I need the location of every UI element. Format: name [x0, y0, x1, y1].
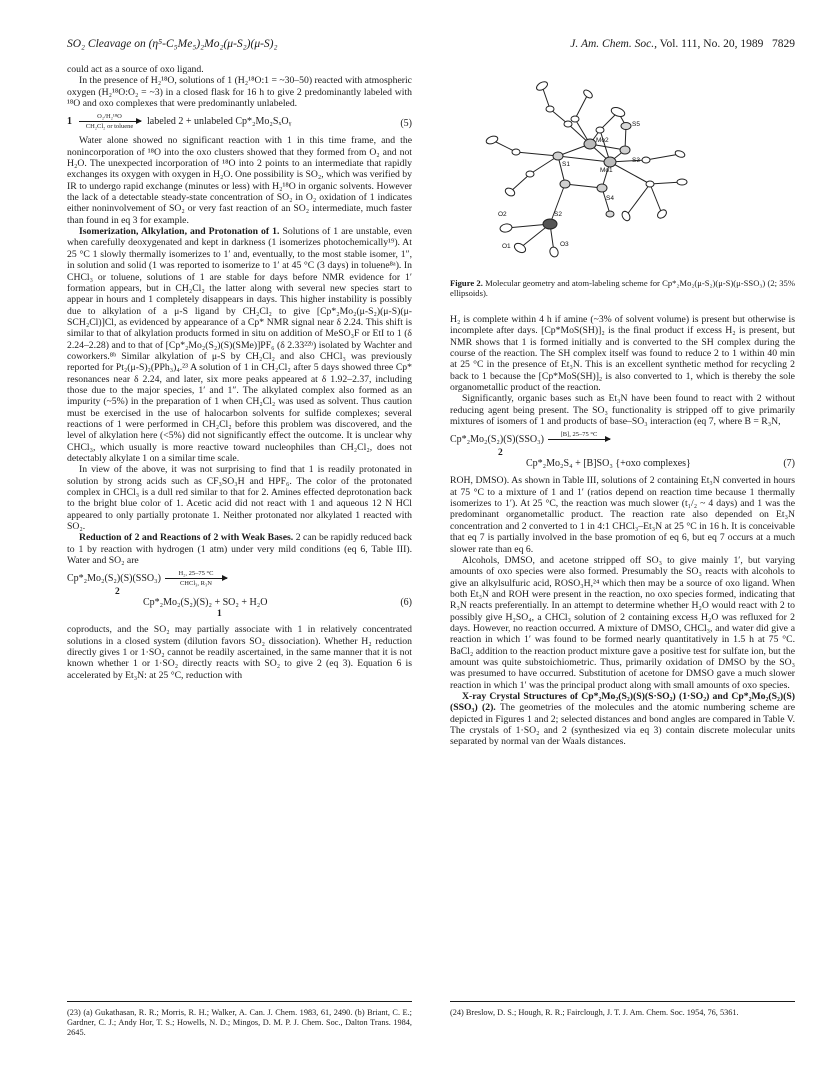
- paragraph: In the presence of H₂¹⁸O, solutions of 1 (H₂¹⁸O:1 = ~30–50) reacted with atmospheric oxygen (H₂¹⁸O:O₂ = ~3) in a closed flask for 16 h to give 2 predominantly labeled with ¹⁸O and oxo complexes that were predominantly unlabeled.: [67, 75, 412, 110]
- right-column: [450, 314, 795, 748]
- footnote: (23) (a) Gukathasan, R. R.; Morris, R. H.; Walker, A. Can. J. Chem. 1983, 61, 2490. (b) Briant, C. E.; Gardner, C. J.; Andy Hor, T. S.; Howells, N. D.; Mingos, D. M. P. J. Chem. Soc., Dalton Trans. 1984, 2645.: [67, 1008, 412, 1037]
- eq6-arrow-top: H₂, 25–75 °C: [178, 570, 214, 578]
- equation-5: [67, 113, 412, 130]
- section-runin-heading: X-ray Crystal Structures of Cp*₂Mo₂(S₂)(S)(S·SO₂) (1·SO₂) and Cp*₂Mo₂(S₂)(S)(SSO₃) (2).: [450, 690, 795, 714]
- paragraph-text: 2 can be rapidly reduced back to 1 by reaction with hydrogen (1 atm) under very mild conditions (eq 6, Table III). Water and SO₂ are: [67, 532, 412, 567]
- paragraph: [450, 691, 795, 748]
- journal-name: J. Am. Chem. Soc.,: [570, 38, 657, 50]
- eq5-products: labeled 2 + unlabeled Cp*₂Mo₂SₓOᵧ: [147, 116, 292, 128]
- footnote: (24) Breslow, D. S.; Hough, R. R.; Fairclough, J. T. J. Am. Chem. Soc. 1954, 76, 5361.: [450, 1008, 739, 1017]
- eq5-arrow-bottom: CH₂Cl₂ or toluene: [85, 123, 134, 131]
- ortep-structure-drawing: [450, 64, 795, 276]
- atom-label: Mo2: [596, 137, 609, 144]
- atom-label: O1: [502, 243, 511, 250]
- paragraph: [67, 532, 412, 566]
- equation-number: (6): [400, 597, 412, 609]
- running-header-title: SO₂ Cleavage on (η⁵-C₅Me₅)₂Mo₂(μ-S₂)(μ-S)₂: [67, 38, 278, 50]
- page-number: 7829: [772, 38, 795, 50]
- reaction-arrow: [165, 570, 227, 587]
- eq6-products: Cp*₂Mo₂(S₂)(S)₂ + SO₂ + H₂O: [143, 597, 268, 609]
- paragraph: could act as a source of oxo ligand.: [67, 64, 204, 75]
- eq6-arrow-bottom: CHCl₃, R₃N: [179, 580, 212, 588]
- equation-6: [67, 570, 412, 619]
- footnote-rule: [450, 1001, 795, 1002]
- paragraph: Alcohols, DMSO, and acetone stripped off SO₃ to give mainly 1′, but varying amounts of oxo species were also formed. Presumably the SO₃ reacts with alcohols to give an alkylsulfuric acid, ROSO₃H,²⁴ which then may be a source of oxo ligand. When both Et₃N and ROH were present in the reaction, no oxo species formed, indicating that R₃N reacts preferentially. In an attempt to determine whether H₂O would react with 2 to possibly give H₂SO₄, a CHCl₃ solution of 2 containing excess H₂O was refluxed for 2 days. However, no reaction occurred. A mixture of DMSO, CHCl₃, and water did give a reaction in which 1′ was found to be formed nearly quantitatively in 1.5 h at 75 °C. BaCl₂ addition to the reaction product mixture gave a positive test for sulfate ion, but the amount was quite substoichiometric. Thus, primarily oxidation of DMSO by the SO₃ was presumed to have occurred. Substitution of acetone for DMSO gave a much slower reaction in which 1′ was the principal product along with small amounts of oxo species.: [450, 554, 795, 691]
- atom-label: S1: [562, 161, 570, 168]
- atom-label: S5: [632, 121, 640, 128]
- paragraph: ROH, DMSO). As shown in Table III, solutions of 2 containing Et₃N converted in hours at 75 °C to a mixture of 1 and 1′ (ratios depend on reaction time because 1 thermally isomerizes to 1′). At 25 °C, the reaction was much slower (t₁/₂ ~ 4 days) and 1 was the predominant organometallic product. The reaction rate also depended on Et₃N concentration and 2 converted to 1 in 4:1 CHCl₃–Et₃N at 25 °C in 16 h. It is conceivable that eq 7 is partially involved in the base promotion of eq 6, but eq 7 occurs at a much slower rate than eq 6.: [450, 475, 795, 555]
- paragraph: Water alone showed no significant reaction with 1 in this time frame, and the nonincorporation of ¹⁸O into the oxo clusters showed that they formed from O₂ and not H₂O. The unexpected incorporation of ¹⁸O into 2 points to an intermediate that rapidly exchanges its oxygen with oxygen in H₂O. One possibility is SO₂, which was verified by IR to undergo rapid exchange (minutes or less) with H₂¹⁸O in organic solvents. However the lack of a detectable steady-state concentration of SO₂ in O₂ oxidation of 1 indicates either noninvolvement of SO₂ or very fast reaction of an SO₂ intermediate, much faster than found in eq 3 for example.: [67, 135, 412, 226]
- equation-number: (7): [783, 458, 795, 470]
- equation-number: (5): [400, 118, 412, 130]
- paragraph: Significantly, organic bases such as Et₃N have been found to react with 2 without reducing agent being present. The SO₃ functionality is stripped off to give primarily mixtures of isomers of 1 and products of base–SO₃ interaction (eq 7, where B = R₃N,: [450, 393, 795, 428]
- eq6-reactant-number: 2: [115, 587, 120, 598]
- running-header-citation: [570, 38, 795, 50]
- atom-label: Mo1: [600, 167, 613, 174]
- eq5-reactant: 1: [67, 116, 72, 128]
- eq6-product-number: 1: [217, 609, 222, 620]
- figure-caption-label: Figure 2.: [450, 278, 483, 288]
- eq7-arrow-top: [B], 25–75 °C: [560, 431, 598, 439]
- equation-7: [450, 431, 795, 470]
- figure-2: [450, 64, 795, 299]
- section-runin-heading: Isomerization, Alkylation, and Protonation of 1.: [79, 226, 280, 238]
- footnote-rule: [67, 1001, 412, 1002]
- reaction-arrow: [548, 431, 610, 448]
- atom-label: O3: [560, 241, 569, 248]
- atom-label: S2: [554, 211, 562, 218]
- eq7-products: Cp*₂Mo₂S₄ + [B]SO₃ {+oxo complexes}: [526, 458, 691, 470]
- journal-volume: Vol. 111, No. 20, 1989: [659, 38, 764, 50]
- eq7-reactant-number: 2: [498, 448, 503, 459]
- paragraph: coproducts, and the SO₂ may partially associate with 1 in relatively concentrated solutions in a closed system (dilution favors SO₂ dissociation). Whether H₂ reduction directly gives 1 or 1·SO₂ cannot be readily ascertained, in the same manner that it is not known whether 1 or 1·SO₂ directly reacts with SO₂ to give 2 (eq 3). Equation 6 is accelerated by Et₃N: at 25 °C, reduction with: [67, 624, 412, 681]
- paragraph-text: Solutions of 1 are unstable, even when carefully deoxygenated and kept in darkness (1 isomerizes photochemically¹⁹). At 25 °C 1 slowly thermally isomerizes to 1′ and, eventually, to the most stable isomer, 1″, in solution and solid (1 was reported to isomerize to 1′ at 45 °C (3 days) in toluene⁸ᵃ). In CHCl₃ or toluene, solutions of 1 are stable for days before NMR evidence for 1′ formation appears, but in CH₂Cl₂ the latter along with several new species start to appear in hours and 1 completely disappears in days. This higher instability is possibly due to alkylation of a μ-S ligand by CH₂Cl₂ to give [Cp*₂Mo₂(μ-S₂)(μ-S)(μ-SCH₂Cl)]Cl, as evidenced by appearance of a Cp* NMR signal near δ 2.24. This shift is similar to that of alkylation products formed in situ on addition of MeSO₃F or EtI to 1 (δ 2.24–2.28) and to that of [Cp*₂Mo₂(S₂)(S)(SMe)]PF₆ (δ 2.33²²ᵇ) isolated by Wachter and coworkers.⁸ᵇ Similar alkylation of μ-S by CH₂Cl₂ and also CHCl₃ was previously reported for Pt₂(μ-S)₂(PPh₃)₄.²³ A solution of 1 in CH₂Cl₂ after 5 days showed three Cp* resonances near δ 2.24, and later, six more peaks appeared at δ 1.92–2.37, including those due to the major species, 1′ and 1″. The alkylated complex also formed as an impurity (~5%) in the preparation of 1 when CH₂Cl₂ was used as solvent. Thus caution must be exercised in the use of halocarbon solvents for sulfide complexes; several reactions of 1 were performed in CH₂Cl₂ before this problem was discovered, and the level of alkylation here (<5%) did not significantly effect the outcome. It is unclear why CHCl₃, which usually is more reactive toward nucleophiles than CH₂Cl₂, does not detectably alkylate 1 on a similar time scale.: [67, 226, 413, 464]
- eq5-arrow-top: O₂/H₂¹⁸O: [97, 113, 122, 121]
- section-runin-heading: Reduction of 2 and Reactions of 2 with Weak Bases.: [79, 532, 294, 544]
- atom-label: S4: [606, 195, 614, 202]
- paragraph: In view of the above, it was not surprising to find that 1 is readily protonated in solution by strong acids such as CF₃SO₃H and HPF₆. The color of the protonated complex in CHCl₃ is a dull red similar to that for 2. Amines effected deprotonation back to the bright blue color of 1. Acetic acid did not react with 1 and aqueous 12 N HCl appeared to only partially protonate 1. Neither protonated nor alkylated 1 reacted with SO₂.: [67, 464, 412, 533]
- paragraph: H₂ is complete within 4 h if amine (~3% of solvent volume) is present but otherwise is incomplete after days. [Cp*MoS(SH)]₂ is the final product if excess H₂ is present, but NMR shows that 1 is formed initially and is converted to the SH complex during the course of the reaction. The SH complex itself was found to reduce 2 to 1 within 40 min at 25 °C in the presence of Et₃N. This is an excellent synthetic method for recycling 2 back to 1 because the [Cp*MoS(SH)]₂ is also converted to 1, which is thereby the sole organometallic product of the reaction.: [450, 314, 795, 394]
- eq6-reactant: Cp*₂Mo₂(S₂)(S)(SSO₃): [67, 572, 161, 584]
- atom-label: S3: [632, 157, 640, 164]
- paragraph: [67, 226, 412, 464]
- figure-caption: [450, 278, 795, 299]
- left-column: [67, 64, 412, 681]
- reaction-arrow: [79, 113, 141, 130]
- figure-caption-text: Molecular geometry and atom-labeling scheme for Cp*₂Mo₂(μ-S₂)(μ-S)(μ-SSO₃) (2; 35% ellipsoids).: [450, 278, 795, 299]
- eq7-reactant: Cp*₂Mo₂(S₂)(S)(SSO₃): [450, 433, 544, 445]
- atom-label: O2: [498, 211, 507, 218]
- paragraph-text: The geometries of the molecules and the atomic numbering scheme are depicted in Figures 1 and 2; selected distances and bond angles are compared in Table V. The crystals of 1·SO₂ and 2 (synthesized via eq 3) contain discrete molecular units separated by normal van der Waals distances.: [450, 702, 795, 748]
